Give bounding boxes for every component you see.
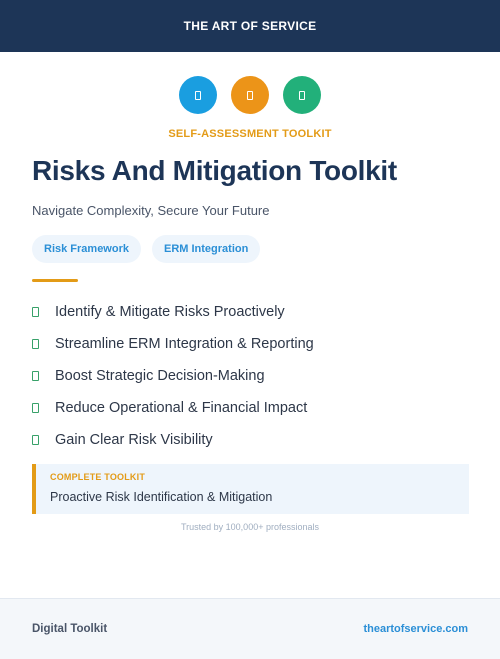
page-title: Risks And Mitigation Toolkit: [32, 155, 397, 186]
check-icon: [32, 371, 39, 381]
tag-risk-framework[interactable]: Risk Framework: [32, 235, 141, 263]
accent-divider: [32, 279, 78, 282]
check-icon: [32, 339, 39, 349]
benefit-item: Streamline ERM Integration & Reporting: [32, 328, 314, 360]
benefit-item: Gain Clear Risk Visibility: [32, 424, 314, 456]
check-icon: [32, 435, 39, 445]
benefit-item: Boost Strategic Decision-Making: [32, 360, 314, 392]
tag-list: [32, 235, 260, 263]
check-icon: [32, 307, 39, 317]
callout-label: COMPLETE TOOLKIT: [50, 472, 146, 482]
icon-row: [0, 76, 500, 114]
chart-icon: [231, 76, 269, 114]
page-subtitle: Navigate Complexity, Secure Your Future: [32, 203, 270, 218]
check-icon: [283, 76, 321, 114]
trust-line: Trusted by 100,000+ professionals: [180, 522, 319, 532]
header-bar: [0, 0, 500, 52]
tag-erm-integration[interactable]: ERM Integration: [152, 235, 260, 263]
check-icon: [32, 403, 39, 413]
benefit-item: Identify & Mitigate Risks Proactively: [32, 296, 314, 328]
toolkit-callout: [32, 464, 469, 514]
footer-bar: [0, 598, 500, 659]
brand-name: THE ART OF SERVICE: [183, 19, 317, 33]
eyebrow-label: SELF-ASSESSMENT TOOLKIT: [168, 128, 332, 140]
benefit-item: Reduce Operational & Financial Impact: [32, 392, 314, 424]
footer-label: Digital Toolkit: [32, 623, 108, 635]
website-link[interactable]: theartofservice.com: [363, 623, 468, 635]
callout-value: Proactive Risk Identification & Mitigation: [50, 490, 273, 504]
benefit-list: [32, 296, 314, 456]
shield-icon: [179, 76, 217, 114]
